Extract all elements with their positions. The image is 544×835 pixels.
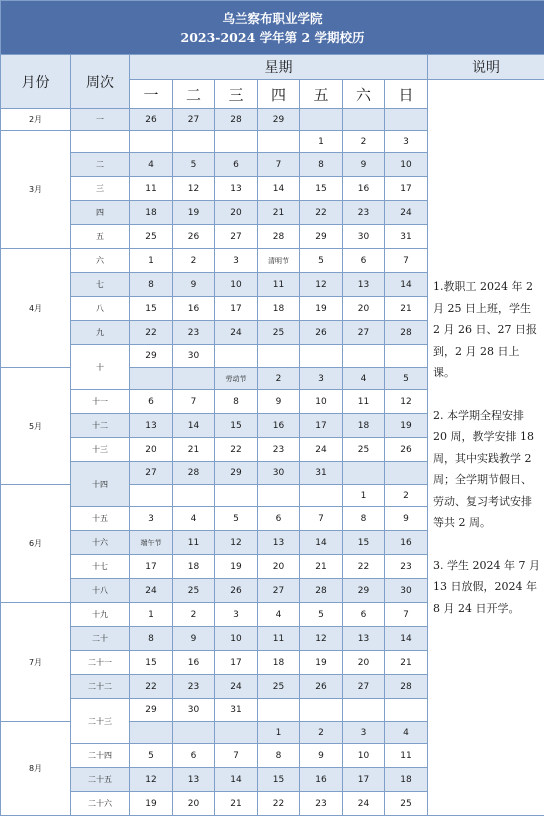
day-cell: 4 bbox=[130, 153, 173, 177]
day-cell: 31 bbox=[385, 225, 428, 249]
day-cell: 2 bbox=[258, 368, 300, 390]
day-cell: 26 bbox=[300, 675, 343, 699]
day-cell: 18 bbox=[258, 651, 300, 675]
day-cell: 6 bbox=[258, 507, 300, 531]
day-cell: 4 bbox=[343, 368, 385, 390]
day-cell bbox=[215, 131, 258, 153]
day-cell: 4 bbox=[385, 722, 428, 744]
day-cell: 21 bbox=[173, 438, 215, 462]
day-cell: 12 bbox=[173, 177, 215, 201]
day-cell: 11 bbox=[258, 627, 300, 651]
day-cell: 30 bbox=[343, 225, 385, 249]
day-cell: 10 bbox=[300, 390, 343, 414]
day-cell: 17 bbox=[385, 177, 428, 201]
day-cell bbox=[300, 109, 343, 131]
day-cell: 17 bbox=[343, 768, 385, 792]
day-cell: 6 bbox=[343, 249, 385, 273]
day-cell: 5 bbox=[173, 153, 215, 177]
week-number: 十九 bbox=[71, 603, 130, 627]
day-cell: 4 bbox=[173, 507, 215, 531]
week-number: 二十六 bbox=[71, 792, 130, 816]
day-cell: 20 bbox=[343, 297, 385, 321]
day-cell: 7 bbox=[258, 153, 300, 177]
weekday-header: 日 bbox=[385, 80, 428, 109]
day-cell: 9 bbox=[385, 507, 428, 531]
week-number: 十七 bbox=[71, 555, 130, 579]
day-cell: 14 bbox=[385, 627, 428, 651]
day-cell: 25 bbox=[385, 792, 428, 816]
day-cell: 20 bbox=[343, 651, 385, 675]
day-cell: 31 bbox=[215, 699, 258, 722]
day-cell: 30 bbox=[173, 345, 215, 368]
holiday-cell: 端午节 bbox=[130, 531, 173, 555]
day-cell: 23 bbox=[343, 201, 385, 225]
day-cell: 3 bbox=[215, 249, 258, 273]
day-cell bbox=[385, 462, 428, 485]
day-cell: 13 bbox=[215, 177, 258, 201]
day-cell bbox=[130, 722, 173, 744]
day-cell: 18 bbox=[343, 414, 385, 438]
day-cell: 20 bbox=[258, 555, 300, 579]
week-number: 十六 bbox=[71, 531, 130, 555]
day-cell: 11 bbox=[130, 177, 173, 201]
day-cell: 29 bbox=[343, 579, 385, 603]
day-cell: 14 bbox=[215, 768, 258, 792]
day-cell: 15 bbox=[258, 768, 300, 792]
week-number: 二十五 bbox=[71, 768, 130, 792]
day-cell: 25 bbox=[173, 579, 215, 603]
day-cell: 19 bbox=[300, 651, 343, 675]
day-cell: 24 bbox=[215, 321, 258, 345]
day-cell: 11 bbox=[173, 531, 215, 555]
day-cell: 15 bbox=[300, 177, 343, 201]
week-number: 五 bbox=[71, 225, 130, 249]
day-cell: 18 bbox=[258, 297, 300, 321]
week-number: 二十三 bbox=[71, 699, 130, 744]
day-cell: 10 bbox=[343, 744, 385, 768]
day-cell: 12 bbox=[130, 768, 173, 792]
day-cell: 5 bbox=[215, 507, 258, 531]
term-title: 2023-2024 学年第 2 学期校历 bbox=[180, 29, 365, 45]
day-cell: 19 bbox=[385, 414, 428, 438]
day-cell: 25 bbox=[343, 438, 385, 462]
day-cell: 13 bbox=[173, 768, 215, 792]
day-cell bbox=[258, 131, 300, 153]
day-cell: 7 bbox=[215, 744, 258, 768]
weekday-group-header: 星期 bbox=[130, 55, 428, 80]
day-cell: 13 bbox=[130, 414, 173, 438]
day-cell: 5 bbox=[130, 744, 173, 768]
day-cell bbox=[343, 699, 385, 722]
month-label: 8月 bbox=[1, 722, 71, 816]
day-cell: 26 bbox=[173, 225, 215, 249]
day-cell: 7 bbox=[385, 603, 428, 627]
day-cell: 25 bbox=[130, 225, 173, 249]
week-number bbox=[71, 131, 130, 153]
weekday-header: 三 bbox=[215, 80, 258, 109]
day-cell: 21 bbox=[385, 651, 428, 675]
day-cell: 16 bbox=[258, 414, 300, 438]
month-label: 3月 bbox=[1, 131, 71, 249]
day-cell: 16 bbox=[173, 651, 215, 675]
day-cell: 15 bbox=[343, 531, 385, 555]
week-number: 十 bbox=[71, 345, 130, 390]
week-number: 二十二 bbox=[71, 675, 130, 699]
day-cell: 6 bbox=[343, 603, 385, 627]
month-label: 5月 bbox=[1, 368, 71, 485]
weekday-header: 二 bbox=[173, 80, 215, 109]
day-cell bbox=[130, 368, 173, 390]
day-cell: 26 bbox=[130, 109, 173, 131]
day-cell: 13 bbox=[343, 273, 385, 297]
day-cell: 5 bbox=[385, 368, 428, 390]
day-cell bbox=[215, 485, 258, 507]
day-cell: 8 bbox=[258, 744, 300, 768]
month-column-header: 月份 bbox=[1, 55, 71, 109]
weekday-header: 五 bbox=[300, 80, 343, 109]
day-cell: 28 bbox=[385, 321, 428, 345]
note-paragraph: 1.教职工 2024 年 2 月 25 日上班，学生 2 月 26 日、27 日报到，2 月 28 日上课。 bbox=[433, 280, 537, 379]
day-cell: 29 bbox=[258, 109, 300, 131]
day-cell: 8 bbox=[215, 390, 258, 414]
week-number: 十一 bbox=[71, 390, 130, 414]
day-cell: 29 bbox=[130, 345, 173, 368]
month-label: 6月 bbox=[1, 485, 71, 603]
holiday-cell: 清明节 bbox=[258, 249, 300, 273]
day-cell: 13 bbox=[343, 627, 385, 651]
weekday-header: 四 bbox=[258, 80, 300, 109]
note-paragraph: 3. 学生 2024 年 7 月 13 日放假，2024 年 8 月 24 日开学。 bbox=[433, 558, 540, 615]
week-number: 十八 bbox=[71, 579, 130, 603]
day-cell: 23 bbox=[173, 321, 215, 345]
day-cell: 21 bbox=[385, 297, 428, 321]
day-cell: 3 bbox=[343, 722, 385, 744]
week-number: 一 bbox=[71, 109, 130, 131]
day-cell: 18 bbox=[173, 555, 215, 579]
day-cell: 14 bbox=[300, 531, 343, 555]
week-number: 八 bbox=[71, 297, 130, 321]
day-cell: 15 bbox=[130, 297, 173, 321]
week-number: 二十四 bbox=[71, 744, 130, 768]
day-cell: 27 bbox=[343, 321, 385, 345]
weekday-header: 六 bbox=[343, 80, 385, 109]
day-cell: 27 bbox=[173, 109, 215, 131]
notes-column-header: 说明 bbox=[428, 55, 544, 80]
day-cell: 10 bbox=[215, 273, 258, 297]
day-cell: 22 bbox=[300, 201, 343, 225]
school-name: 乌兰察布职业学院 bbox=[222, 10, 323, 26]
day-cell: 5 bbox=[300, 249, 343, 273]
day-cell: 1 bbox=[258, 722, 300, 744]
day-cell: 23 bbox=[385, 555, 428, 579]
day-cell: 24 bbox=[215, 675, 258, 699]
day-cell: 22 bbox=[130, 675, 173, 699]
day-cell: 19 bbox=[173, 201, 215, 225]
week-number: 二十 bbox=[71, 627, 130, 651]
week-number: 九 bbox=[71, 321, 130, 345]
day-cell bbox=[130, 485, 173, 507]
day-cell: 2 bbox=[300, 722, 343, 744]
week-number: 七 bbox=[71, 273, 130, 297]
day-cell: 26 bbox=[385, 438, 428, 462]
day-cell: 10 bbox=[385, 153, 428, 177]
day-cell: 7 bbox=[300, 507, 343, 531]
day-cell: 21 bbox=[215, 792, 258, 816]
week-number: 六 bbox=[71, 249, 130, 273]
day-cell: 1 bbox=[300, 131, 343, 153]
day-cell: 8 bbox=[130, 627, 173, 651]
day-cell: 4 bbox=[258, 603, 300, 627]
day-cell: 9 bbox=[343, 153, 385, 177]
day-cell: 29 bbox=[300, 225, 343, 249]
day-cell: 12 bbox=[215, 531, 258, 555]
day-cell: 9 bbox=[300, 744, 343, 768]
week-number: 三 bbox=[71, 177, 130, 201]
day-cell: 21 bbox=[300, 555, 343, 579]
day-cell: 14 bbox=[258, 177, 300, 201]
week-number: 四 bbox=[71, 201, 130, 225]
day-cell: 9 bbox=[173, 273, 215, 297]
day-cell bbox=[258, 485, 300, 507]
notes-cell bbox=[428, 80, 544, 816]
day-cell: 16 bbox=[385, 531, 428, 555]
day-cell bbox=[385, 109, 428, 131]
day-cell: 27 bbox=[258, 579, 300, 603]
day-cell: 21 bbox=[258, 201, 300, 225]
day-cell: 1 bbox=[130, 249, 173, 273]
day-cell: 27 bbox=[130, 462, 173, 485]
day-cell: 30 bbox=[385, 579, 428, 603]
day-cell: 23 bbox=[173, 675, 215, 699]
day-cell: 3 bbox=[300, 368, 343, 390]
day-cell: 28 bbox=[173, 462, 215, 485]
day-cell: 20 bbox=[173, 792, 215, 816]
day-cell bbox=[343, 345, 385, 368]
day-cell: 2 bbox=[385, 485, 428, 507]
day-cell: 28 bbox=[300, 579, 343, 603]
day-cell bbox=[215, 722, 258, 744]
week-number: 十三 bbox=[71, 438, 130, 462]
day-cell: 18 bbox=[130, 201, 173, 225]
day-cell bbox=[173, 131, 215, 153]
day-cell: 20 bbox=[130, 438, 173, 462]
day-cell: 30 bbox=[258, 462, 300, 485]
day-cell: 17 bbox=[215, 651, 258, 675]
month-label: 4月 bbox=[1, 249, 71, 368]
day-cell: 8 bbox=[343, 507, 385, 531]
day-cell: 31 bbox=[300, 462, 343, 485]
day-cell: 28 bbox=[385, 675, 428, 699]
day-cell bbox=[343, 109, 385, 131]
day-cell bbox=[258, 699, 300, 722]
day-cell: 17 bbox=[300, 414, 343, 438]
day-cell: 2 bbox=[173, 249, 215, 273]
day-cell: 16 bbox=[343, 177, 385, 201]
day-cell: 11 bbox=[385, 744, 428, 768]
day-cell: 28 bbox=[258, 225, 300, 249]
day-cell: 9 bbox=[173, 627, 215, 651]
day-cell: 22 bbox=[343, 555, 385, 579]
day-cell: 12 bbox=[300, 273, 343, 297]
week-column-header: 周次 bbox=[71, 55, 130, 109]
weekday-header: 一 bbox=[130, 80, 173, 109]
day-cell: 20 bbox=[215, 201, 258, 225]
day-cell: 17 bbox=[130, 555, 173, 579]
day-cell bbox=[300, 345, 343, 368]
day-cell: 16 bbox=[173, 297, 215, 321]
day-cell bbox=[300, 485, 343, 507]
day-cell: 23 bbox=[300, 792, 343, 816]
day-cell bbox=[173, 368, 215, 390]
day-cell: 27 bbox=[343, 675, 385, 699]
day-cell: 25 bbox=[258, 675, 300, 699]
day-cell bbox=[385, 345, 428, 368]
week-number: 十五 bbox=[71, 507, 130, 531]
day-cell bbox=[215, 345, 258, 368]
day-cell bbox=[300, 699, 343, 722]
day-cell: 22 bbox=[215, 438, 258, 462]
day-cell: 29 bbox=[215, 462, 258, 485]
day-cell bbox=[173, 485, 215, 507]
day-cell: 13 bbox=[258, 531, 300, 555]
day-cell: 11 bbox=[258, 273, 300, 297]
day-cell: 3 bbox=[215, 603, 258, 627]
day-cell: 2 bbox=[173, 603, 215, 627]
day-cell: 5 bbox=[300, 603, 343, 627]
day-cell: 1 bbox=[130, 603, 173, 627]
day-cell: 14 bbox=[385, 273, 428, 297]
day-cell: 14 bbox=[173, 414, 215, 438]
day-cell: 25 bbox=[258, 321, 300, 345]
day-cell: 26 bbox=[300, 321, 343, 345]
day-cell: 30 bbox=[173, 699, 215, 722]
day-cell: 15 bbox=[215, 414, 258, 438]
day-cell: 9 bbox=[258, 390, 300, 414]
day-cell: 24 bbox=[385, 201, 428, 225]
day-cell: 16 bbox=[300, 768, 343, 792]
day-cell: 19 bbox=[215, 555, 258, 579]
day-cell: 7 bbox=[173, 390, 215, 414]
day-cell: 1 bbox=[343, 485, 385, 507]
day-cell bbox=[173, 722, 215, 744]
day-cell: 17 bbox=[215, 297, 258, 321]
day-cell: 7 bbox=[385, 249, 428, 273]
week-number: 十二 bbox=[71, 414, 130, 438]
month-label: 2月 bbox=[1, 109, 71, 131]
day-cell: 22 bbox=[130, 321, 173, 345]
day-cell: 11 bbox=[343, 390, 385, 414]
week-number: 二十一 bbox=[71, 651, 130, 675]
day-cell: 22 bbox=[258, 792, 300, 816]
day-cell: 12 bbox=[385, 390, 428, 414]
day-cell: 19 bbox=[300, 297, 343, 321]
day-cell bbox=[385, 699, 428, 722]
day-cell: 26 bbox=[215, 579, 258, 603]
day-cell: 24 bbox=[300, 438, 343, 462]
day-cell: 6 bbox=[130, 390, 173, 414]
day-cell bbox=[130, 131, 173, 153]
day-cell: 27 bbox=[215, 225, 258, 249]
day-cell bbox=[258, 345, 300, 368]
week-number: 十四 bbox=[71, 462, 130, 507]
day-cell bbox=[343, 462, 385, 485]
day-cell: 24 bbox=[343, 792, 385, 816]
day-cell: 19 bbox=[130, 792, 173, 816]
day-cell: 6 bbox=[215, 153, 258, 177]
day-cell: 15 bbox=[130, 651, 173, 675]
week-number: 二 bbox=[71, 153, 130, 177]
day-cell: 23 bbox=[258, 438, 300, 462]
day-cell: 29 bbox=[130, 699, 173, 722]
holiday-cell: 劳动节 bbox=[215, 368, 258, 390]
day-cell: 18 bbox=[385, 768, 428, 792]
note-paragraph: 2. 本学期全程安排 20 周，教学安排 18 周，其中实践教学 2 周；全学期节假日、劳动、复习考试安排等共 2 周。 bbox=[433, 408, 534, 529]
day-cell: 8 bbox=[130, 273, 173, 297]
month-label: 7月 bbox=[1, 603, 71, 722]
day-cell: 10 bbox=[215, 627, 258, 651]
day-cell: 3 bbox=[130, 507, 173, 531]
calendar-title bbox=[1, 1, 544, 55]
day-cell: 8 bbox=[300, 153, 343, 177]
day-cell: 28 bbox=[215, 109, 258, 131]
day-cell: 12 bbox=[300, 627, 343, 651]
day-cell: 2 bbox=[343, 131, 385, 153]
day-cell: 6 bbox=[173, 744, 215, 768]
day-cell: 24 bbox=[130, 579, 173, 603]
day-cell: 3 bbox=[385, 131, 428, 153]
